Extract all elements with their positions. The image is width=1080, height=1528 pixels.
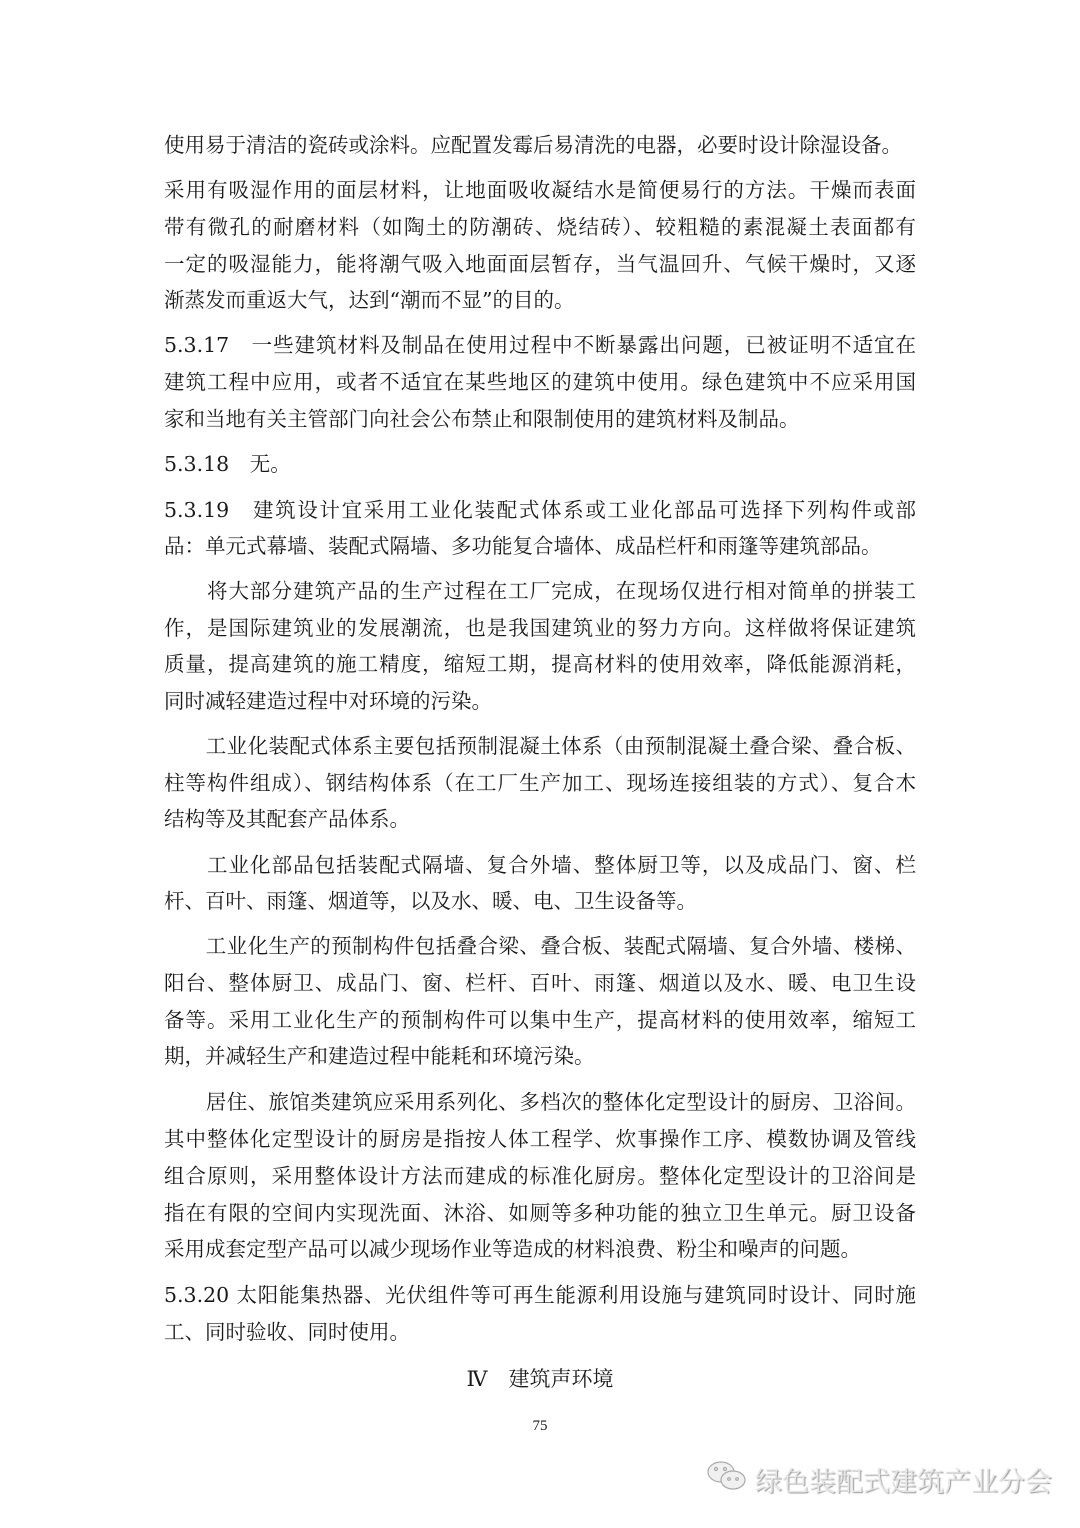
text-line: 5.3.17 一些建筑材料及制品在使用过程中不断暴露出问题，已被证明不适宜在	[164, 333, 916, 357]
text-line: 品：单元式幕墙、装配式隔墙、多功能复合墙体、成品栏杆和雨篷等建筑部品。	[164, 534, 882, 558]
text-line: 工业化装配式体系主要包括预制混凝土体系（由预制混凝土叠合梁、叠合板、	[164, 734, 916, 758]
text-line: 工、同时验收、同时使用。	[164, 1320, 410, 1344]
text-line: 质量，提高建筑的施工精度，缩短工期，提高材料的使用效率，降低能源消耗，	[164, 652, 916, 676]
text-line: 采用成套定型产品可以减少现场作业等造成的材料浪费、粉尘和噪声的问题。	[164, 1237, 861, 1261]
text-line: 工业化生产的预制构件包括叠合梁、叠合板、装配式隔墙、复合外墙、楼梯、	[164, 934, 916, 958]
text-line: 家和当地有关主管部门向社会公布禁止和限制使用的建筑材料及制品。	[164, 407, 800, 431]
wechat-icon	[705, 1458, 749, 1501]
text-line: 渐蒸发而重返大气，达到“潮而不显”的目的。	[164, 288, 575, 312]
section-heading: Ⅳ 建筑声环境	[466, 1367, 614, 1391]
text-line: 其中整体化定型设计的厨房是指按人体工程学、炊事操作工序、模数协调及管线	[164, 1127, 916, 1151]
page-number: 75	[532, 1418, 548, 1434]
watermark-text: 绿色装配式建筑产业分会	[755, 1467, 1052, 1498]
text-line: 作，是国际建筑业的发展潮流，也是我国建筑业的努力方向。这样做将保证建筑	[164, 616, 916, 640]
text-line: 建筑工程中应用，或者不适宜在某些地区的建筑中使用。绿色建筑中不应采用国	[164, 370, 916, 394]
text-line: 居住、旅馆类建筑应采用系列化、多档次的整体化定型设计的厨房、卫浴间。	[164, 1090, 916, 1114]
text-line: 采用有吸湿作用的面层材料，让地面吸收凝结水是简便易行的方法。干燥而表面	[164, 178, 916, 202]
text-line: 结构等及其配套产品体系。	[164, 807, 410, 831]
text-line: 柱等构件组成）、钢结构体系（在工厂生产加工、现场连接组装的方式）、复合木	[164, 771, 916, 795]
text-line: 带有微孔的耐磨材料（如陶土的防潮砖、烧结砖）、较粗糙的素混凝土表面都有	[164, 215, 916, 239]
watermark	[705, 1458, 1052, 1501]
text-line: 指在有限的空间内实现洗面、沐浴、如厕等多种功能的独立卫生单元。厨卫设备	[164, 1201, 916, 1225]
text-line: 杆、百叶、雨篷、烟道等，以及水、暖、电、卫生设备等。	[164, 889, 697, 913]
text-line: 5.3.20 太阳能集热器、光伏组件等可再生能源利用设施与建筑同时设计、同时施	[164, 1283, 916, 1307]
text-line: 工业化部品包括装配式隔墙、复合外墙、整体厨卫等，以及成品门、窗、栏	[164, 853, 916, 877]
text-line: 5.3.18 无。	[164, 452, 291, 476]
text-line: 5.3.19 建筑设计宜采用工业化装配式体系或工业化部品可选择下列构件或部	[164, 498, 916, 522]
text-line: 备等。采用工业化生产的预制构件可以集中生产，提高材料的使用效率，缩短工	[164, 1008, 916, 1032]
text-line: 阳台、整体厨卫、成品门、窗、栏杆、百叶、雨篷、烟道以及水、暖、电卫生设	[164, 971, 916, 995]
text-line: 同时减轻建造过程中对环境的污染。	[164, 689, 492, 713]
text-line: 组合原则，采用整体设计方法而建成的标准化厨房。整体化定型设计的卫浴间是	[164, 1164, 916, 1188]
text-line: 期，并减轻生产和建造过程中能耗和环境污染。	[164, 1044, 595, 1068]
text-line: 将大部分建筑产品的生产过程在工厂完成，在现场仅进行相对简单的拼装工	[164, 579, 916, 603]
text-line: 一定的吸湿能力，能将潮气吸入地面面层暂存，当气温回升、气候干燥时，又逐	[164, 252, 916, 276]
text-line: 使用易于清洁的瓷砖或涂料。应配置发霉后易清洗的电器，必要时设计除湿设备。	[164, 133, 902, 157]
